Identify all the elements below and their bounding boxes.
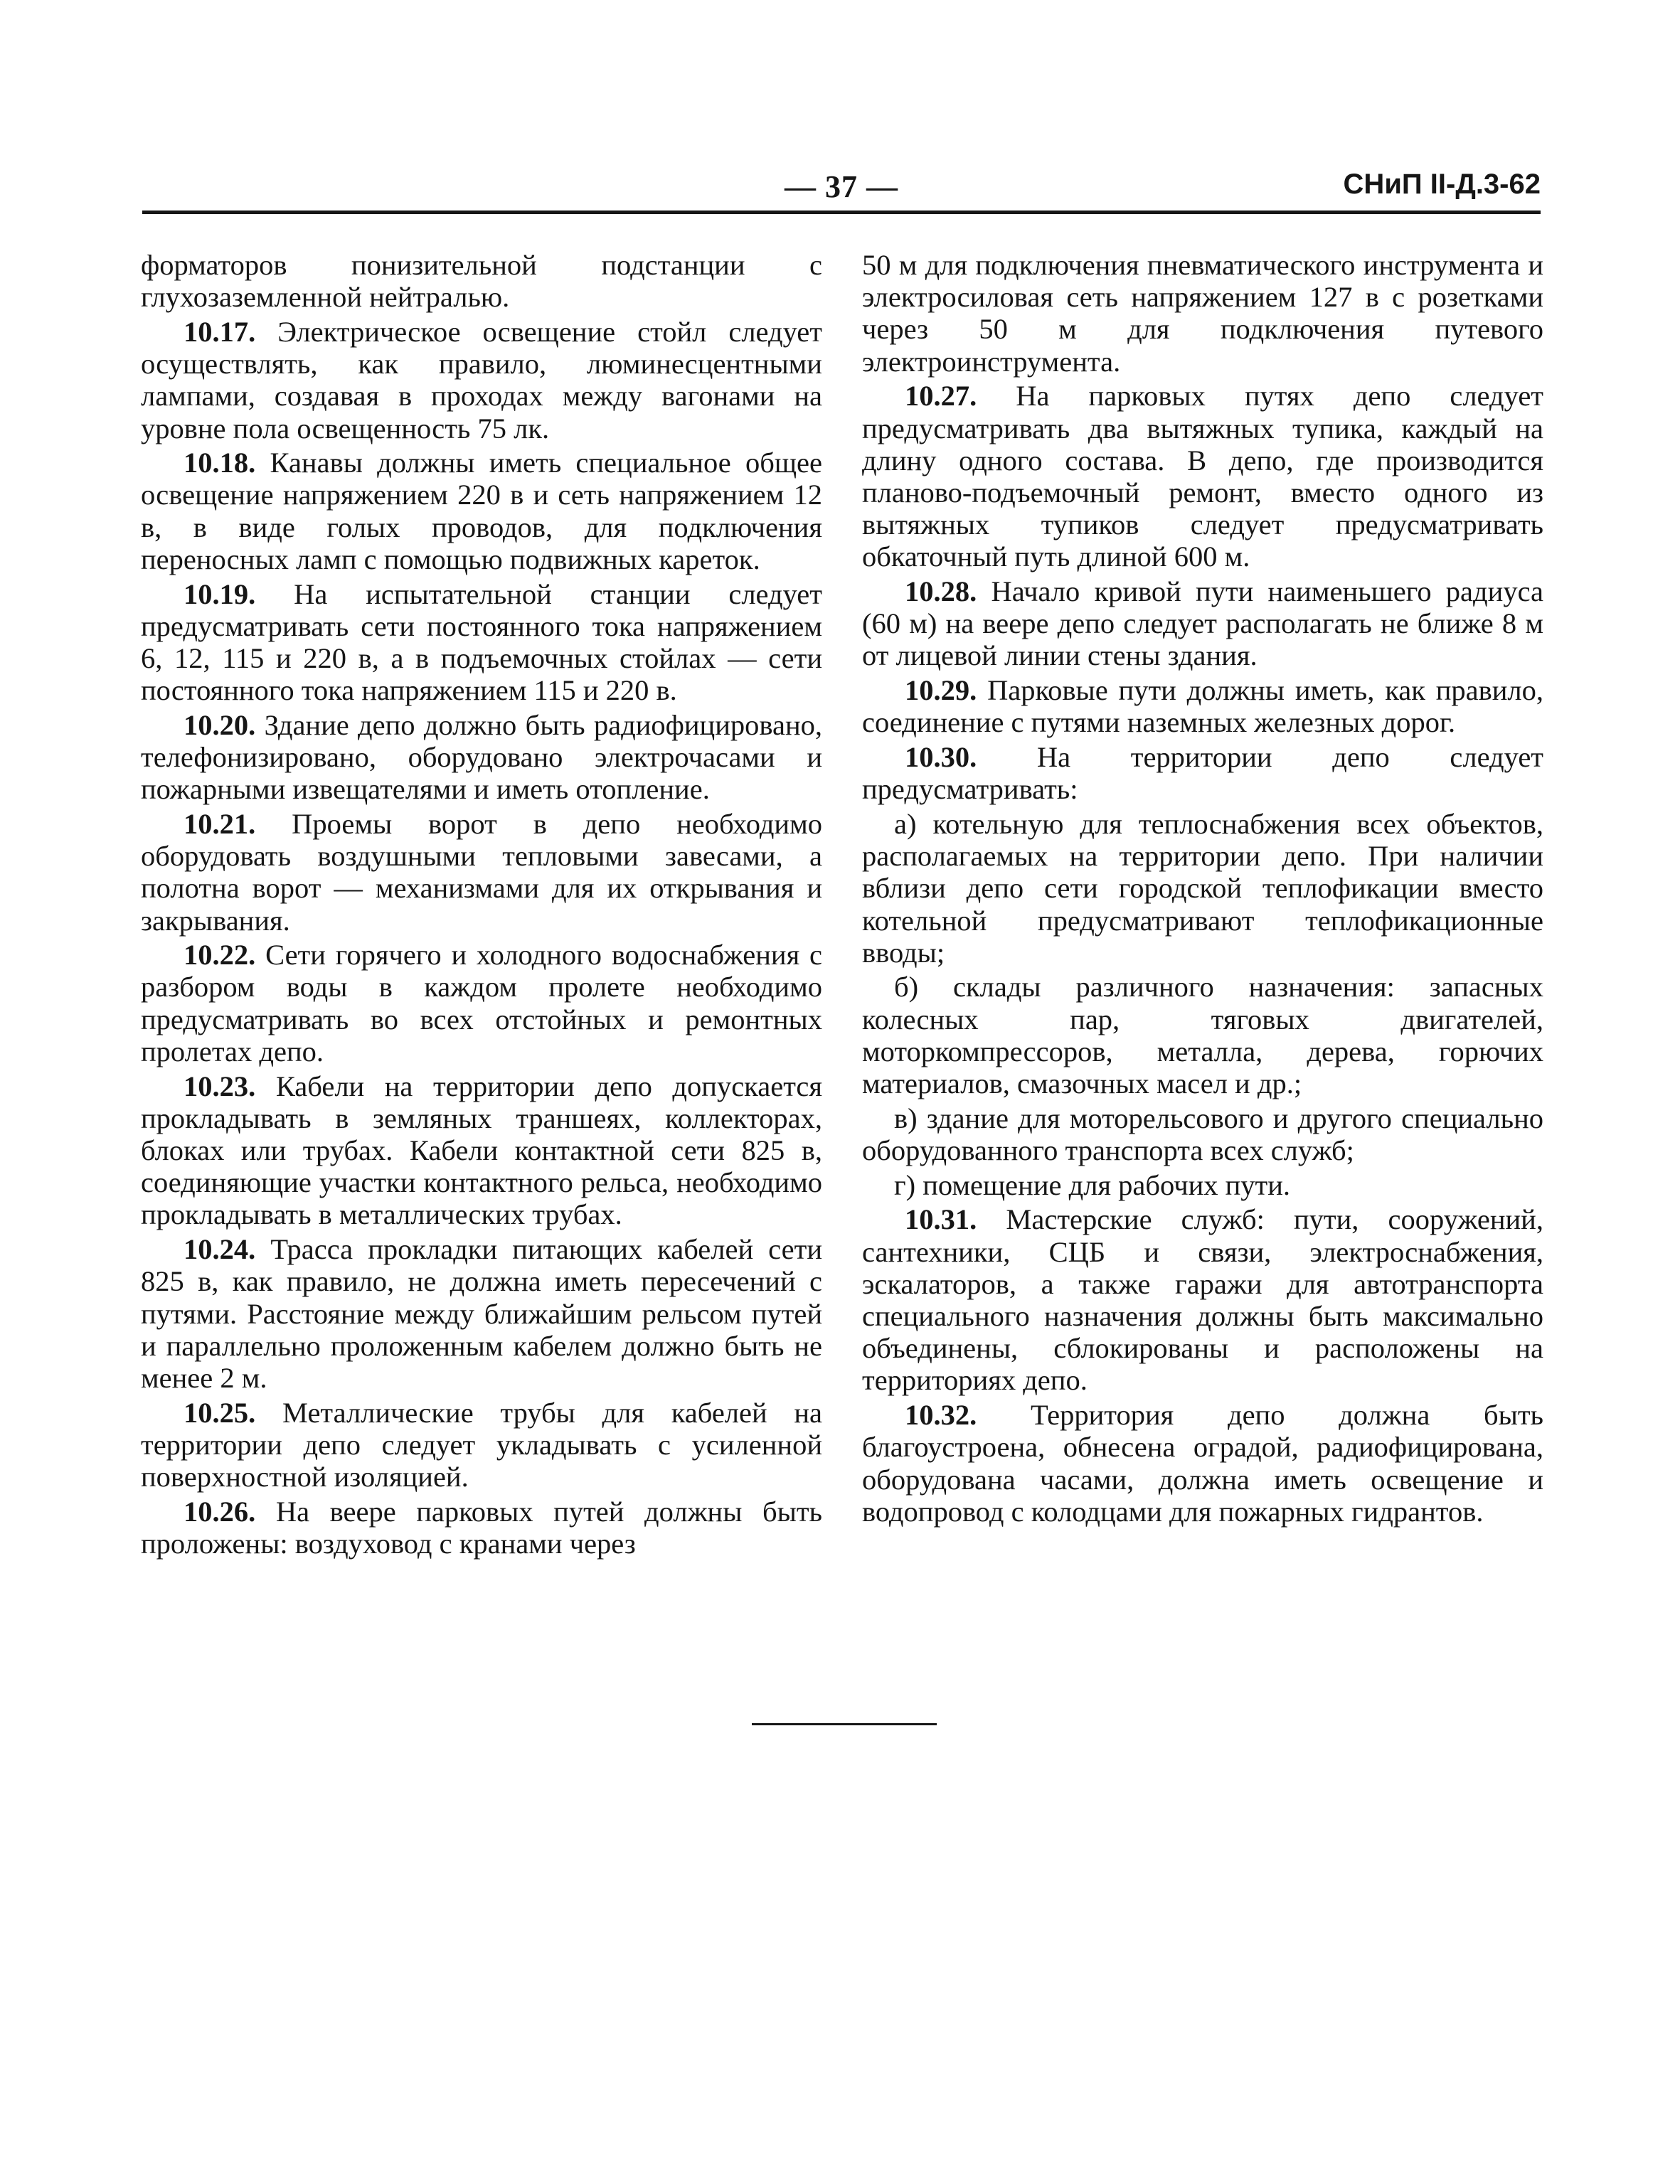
clause-number: 10.23. <box>184 1070 256 1102</box>
clause-text: а) котельную для теплоснабжения всех объектов, располагаемых на территории депо. При наличии вблизи депо сети городской теплофикации вместо котельной предусматривают теплофикационные вводы; <box>862 807 1543 969</box>
clause-number: 10.27. <box>905 380 977 412</box>
clause-number: 10.18. <box>184 447 256 479</box>
clause-number: 10.29. <box>905 674 977 707</box>
clause-text: На веере парковых путей должны быть проложены: воздуховод с кранами через <box>141 1495 822 1560</box>
clause-number: 10.30. <box>905 741 977 774</box>
clause-text: На парковых путях депо следует предусматривать два вытяжных тупика, каждый на длину одного состава. В депо, где производится планово-подъемочный ремонт, вместо одного из вытяжных тупиков следует предусматривать обкаточный путь длиной 600 м. <box>862 380 1543 573</box>
clause-number: 10.31. <box>905 1203 977 1236</box>
clause-number: 10.25. <box>184 1396 256 1429</box>
page-number: — 37 — <box>785 169 898 204</box>
header-divider <box>142 211 1541 214</box>
page-header <box>142 160 1541 210</box>
end-rule <box>752 1723 937 1725</box>
clause-paragraph <box>141 578 822 707</box>
clause-paragraph <box>141 316 822 444</box>
clause-number: 10.19. <box>184 577 256 610</box>
clause-paragraph <box>862 1399 1543 1528</box>
continued-paragraph <box>141 249 822 313</box>
clause-text: Территория депо должна быть благоустроена, обнесена оградой, радиофицирована, оборудована часами, должна иметь освещение и водопровод с колодцами для пожарных гидрантов. <box>862 1399 1543 1528</box>
clause-number: 10.20. <box>184 708 256 741</box>
clause-paragraph <box>141 1397 822 1493</box>
clause-text: Трасса прокладки питающих кабелей сети 825 в, как правило, не должна иметь пересечений с путями. Расстояние между ближайшим рельсом путей и параллельно проложенным кабелем должно быть не менее 2 м. <box>141 1233 822 1394</box>
clause-paragraph <box>862 741 1543 805</box>
clause-number: 10.22. <box>184 939 256 971</box>
clause-paragraph <box>862 380 1543 572</box>
clause-text: На территории депо следует предусматривать: <box>862 741 1544 806</box>
clause-text: Начало кривой пути наименьшего радиуса (60 м) на веере депо следует располагать не ближе 8 м от лицевой линии стены здания. <box>862 575 1544 672</box>
clause-text: Электрическое освещение стойл следует осуществлять, как правило, люминесцентными лампами, создавая в проходах между вагонами на уровне пола освещенность 75 лк. <box>141 315 822 444</box>
clause-text: Проемы ворот в депо необходимо оборудовать воздушными тепловыми завесами, а полотна ворот — механизмами для их открывания и закрывания. <box>141 807 822 937</box>
clause-number: 10.21. <box>184 807 256 840</box>
list-item <box>862 971 1543 1099</box>
clause-paragraph <box>141 1496 822 1560</box>
clause-text: в) здание для моторельсового и другого специально оборудованного транспорта всех служб; <box>862 1102 1543 1166</box>
clause-number: 10.24. <box>184 1233 256 1266</box>
clause-text: 50 м для подключения пневматического инструмента и электросиловая сеть напряжением 127 в с розетками через 50 м для подключения путевого электроинструмента. <box>862 249 1543 378</box>
clause-text: Канавы должны иметь специальное общее освещение напряжением 220 в и сеть напряжением 12 в, в виде голых проводов, для подключения переносных ламп с помощью подвижных кареток. <box>141 447 822 575</box>
clause-paragraph <box>141 447 822 575</box>
list-item <box>862 1102 1543 1166</box>
left-column <box>141 249 822 1562</box>
clause-text: Кабели на территории депо допускается прокладывать в земляных траншеях, коллекторах, блоках или трубах. Кабели контактной сети 825 в, соединяющие участки контактного рельса, необходимо прокладывать в металлических трубах. <box>141 1070 822 1231</box>
clause-number: 10.26. <box>184 1495 256 1528</box>
clause-text: На испытательной станции следует предусматривать сети постоянного тока напряжением 6, 12, 115 и 220 в, а в подъемочных стойлах — сети постоянного тока напряжением 115 и 220 в. <box>141 577 822 707</box>
clause-text: Здание депо должно быть радиофицировано, телефонизировано, оборудовано электрочасами и пожарными извещателями и иметь отопление. <box>141 708 823 806</box>
clause-number: 10.28. <box>905 575 977 608</box>
clause-paragraph <box>141 939 822 1067</box>
clause-paragraph <box>141 1233 822 1394</box>
clause-number: 10.32. <box>905 1399 977 1432</box>
clause-text: форматоров понизительной подстанции с глухозаземленной нейтралью. <box>141 249 822 314</box>
clause-text: Сети горячего и холодного водоснабжения с разбором воды в каждом пролете необходимо предусматривать во всех отстойных и ремонтных пролетах депо. <box>141 939 823 1067</box>
list-item <box>862 808 1543 969</box>
clause-number: 10.17. <box>184 315 256 348</box>
clause-paragraph <box>141 1070 822 1231</box>
clause-text: г) помещение для рабочих пути. <box>894 1168 1291 1201</box>
clause-paragraph <box>862 575 1543 672</box>
clause-paragraph <box>141 709 822 806</box>
clause-text: Парковые пути должны иметь, как правило, соединение с путями наземных железных дорог. <box>862 674 1544 739</box>
clause-paragraph <box>862 674 1543 738</box>
document-code: СНиП II-Д.3-62 <box>1343 169 1541 200</box>
clause-paragraph <box>141 808 822 937</box>
clause-paragraph <box>862 1203 1543 1396</box>
continued-paragraph <box>862 249 1543 378</box>
list-item <box>862 1169 1543 1201</box>
clause-text: Металлические трубы для кабелей на территории депо следует укладывать с усиленной поверхностной изоляцией. <box>141 1396 823 1493</box>
clause-text: Мастерские служб: пути, сооружений, сантехники, СЦБ и связи, электроснабжения, эскалаторов, а также гаражи для автотранспорта специального назначения должны быть максимально объединены, сблокированы и расположены на территориях депо. <box>862 1203 1543 1397</box>
right-column <box>862 249 1543 1530</box>
clause-text: б) склады различного назначения: запасных колесных пар, тяговых двигателей, моторкомпрессоров, металла, дерева, горючих материалов, смазочных масел и др.; <box>862 971 1543 1100</box>
